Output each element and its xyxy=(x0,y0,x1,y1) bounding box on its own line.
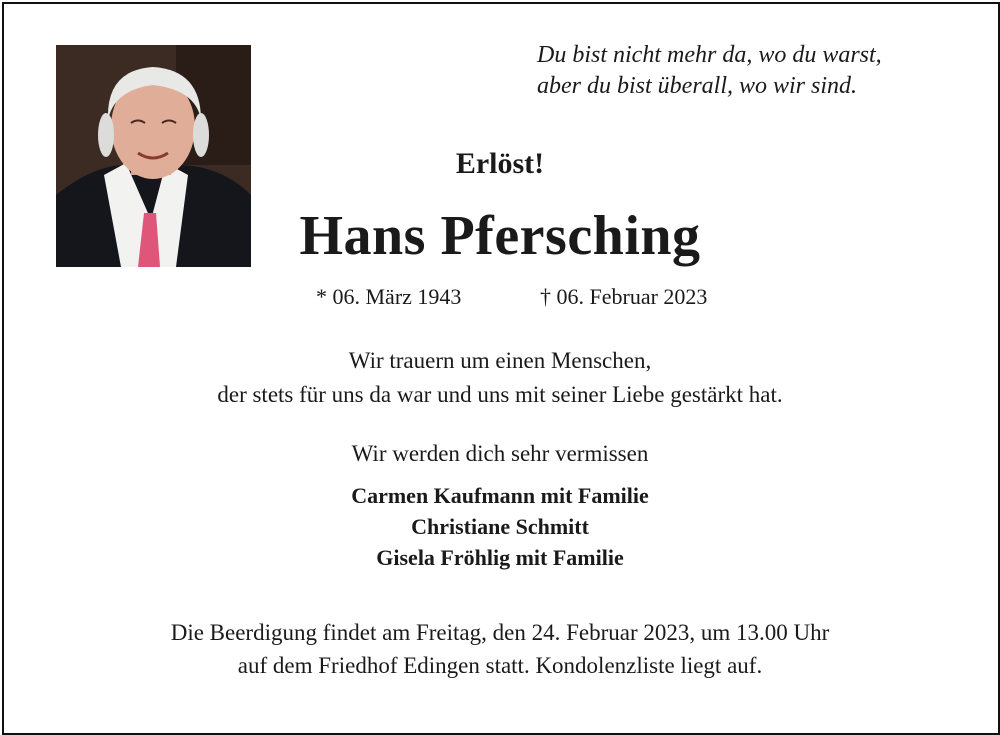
quote-line-1: Du bist nicht mehr da, wo du warst, xyxy=(537,42,882,68)
mourner-2: Christiane Schmitt xyxy=(411,514,589,539)
quote-line-2: aber du bist überall, wo wir sind. xyxy=(537,73,858,99)
funeral-line-1: Die Beerdigung findet am Freitag, den 24. Februar 2023, um 13.00 Uhr xyxy=(170,620,830,645)
heading: Erlöst! xyxy=(455,147,545,180)
deceased-name: Hans Pfersching xyxy=(299,205,701,267)
mourner-3: Gisela Fröhlig mit Familie xyxy=(376,545,624,570)
death-date: † 06. Februar 2023 xyxy=(540,284,708,309)
mourner-1: Carmen Kaufmann mit Familie xyxy=(351,483,649,508)
miss-line: Wir werden dich sehr vermissen xyxy=(351,441,649,466)
quote xyxy=(537,40,957,102)
mourning-text xyxy=(0,344,1000,412)
funeral-info xyxy=(0,616,1000,682)
mourning-line-1: Wir trauern um einen Menschen, xyxy=(348,348,652,373)
birth-date: * 06. März 1943 xyxy=(316,284,462,309)
mourners-list xyxy=(0,480,1000,573)
mourning-line-2: der stets für uns da war und uns mit seiner Liebe gestärkt hat. xyxy=(217,382,783,407)
funeral-line-2: auf dem Friedhof Edingen statt. Kondolenzliste liegt auf. xyxy=(237,653,763,678)
